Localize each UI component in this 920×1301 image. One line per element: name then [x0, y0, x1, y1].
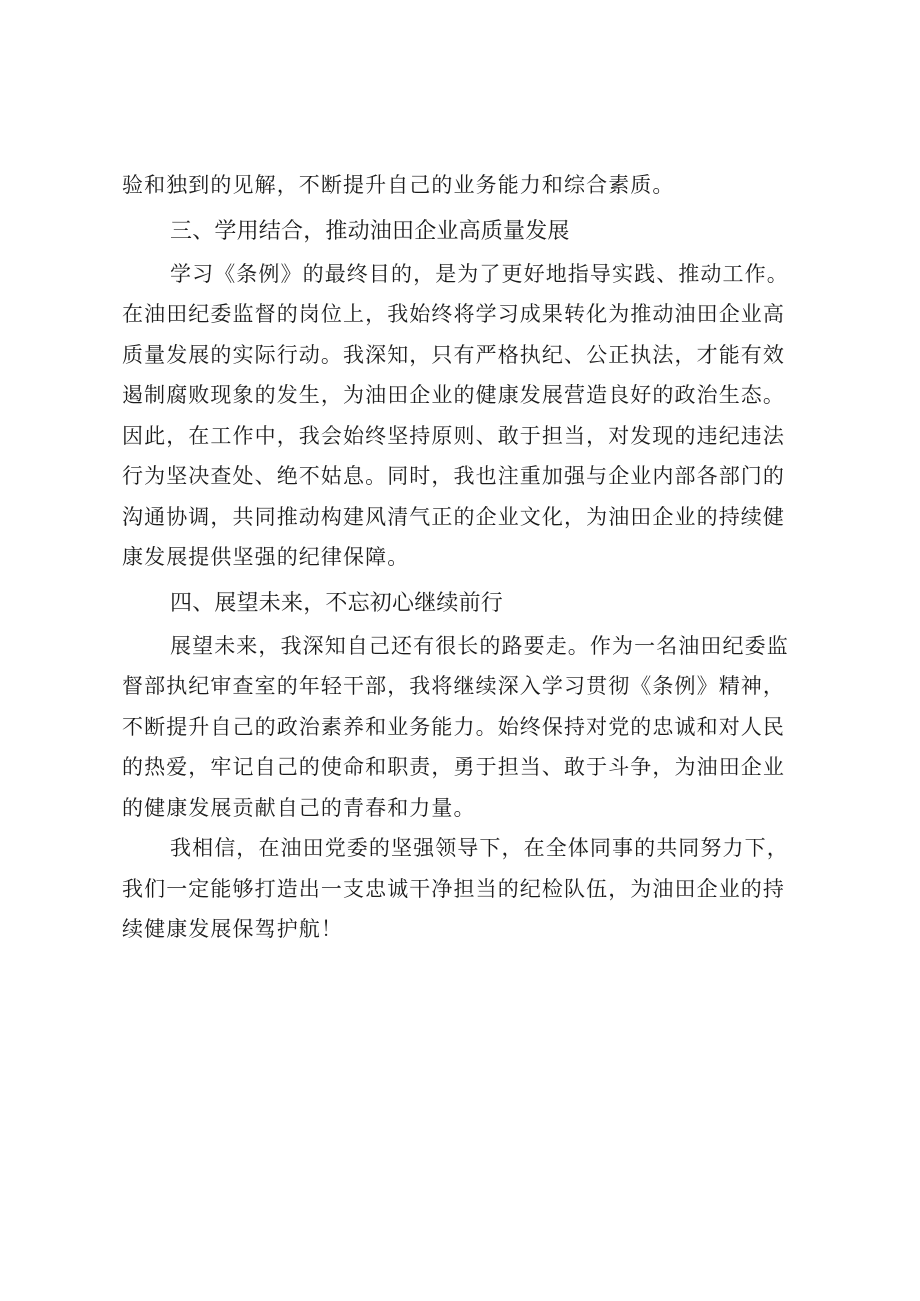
paragraph-line: 在油田纪委监督的岗位上，我始终将学习成果转化为推动油田企业高 [122, 302, 785, 326]
document-body [122, 165, 816, 950]
paragraph-line: 因此，在工作中，我会始终坚持原则、敢于担当，对发现的违纪违法 [122, 423, 785, 448]
paragraph-line: 遏制腐败现象的发生，为油田企业的健康发展营造良好的政治生态。 [122, 383, 785, 407]
paragraph-line: 不断提升自己的政治素养和业务能力。始终保持对党的忠诚和对人民 [122, 714, 785, 739]
continuation-line: 验和独到的见解，不断提升自己的业务能力和综合素质。 [122, 173, 675, 197]
section-heading-3: 三、学用结合，推动油田企业高质量发展 [170, 218, 570, 244]
paragraph-line: 行为坚决查处、绝不姑息。同时，我也注重加强与企业内部各部门的 [122, 464, 785, 488]
section-3-paragraph [122, 254, 816, 578]
section-heading-4: 四、展望未来，不忘初心继续前行 [170, 590, 504, 616]
paragraph-line: 展望未来，我深知自己还有很长的路要走。作为一名油田纪委监 [170, 633, 789, 658]
paragraph-line: 的热爱，牢记自己的使命和职责，勇于担当、敢于斗争，为油田企业 [122, 755, 785, 779]
section-4-paragraph-1 [122, 626, 816, 829]
paragraph-line: 康发展提供坚强的纪律保障。 [122, 545, 410, 569]
paragraph-line: 我们一定能够打造出一支忠诚干净担当的纪检队伍，为油田企业的持 [122, 876, 785, 901]
paragraph-line: 质量发展的实际行动。我深知，只有严格执纪、公正执法，才能有效 [122, 342, 785, 367]
paragraph-line: 我相信，在油田党委的坚强领导下，在全体同事的共同努力下， [170, 836, 789, 860]
paragraph-line: 督部执纪审查室的年轻干部，我将继续深入学习贯彻《条例》精神， [122, 674, 785, 698]
paragraph-line: 的健康发展贡献自己的青春和力量。 [122, 795, 476, 820]
paragraph-line: 学习《条例》的最终目的，是为了更好地指导实践、推动工作。 [170, 261, 789, 286]
section-4-paragraph-2 [122, 828, 816, 950]
paragraph-line: 续健康发展保驾护航！ [122, 917, 343, 941]
paragraph-line: 沟通协调，共同推动构建风清气正的企业文化，为油田企业的持续健 [122, 504, 785, 529]
